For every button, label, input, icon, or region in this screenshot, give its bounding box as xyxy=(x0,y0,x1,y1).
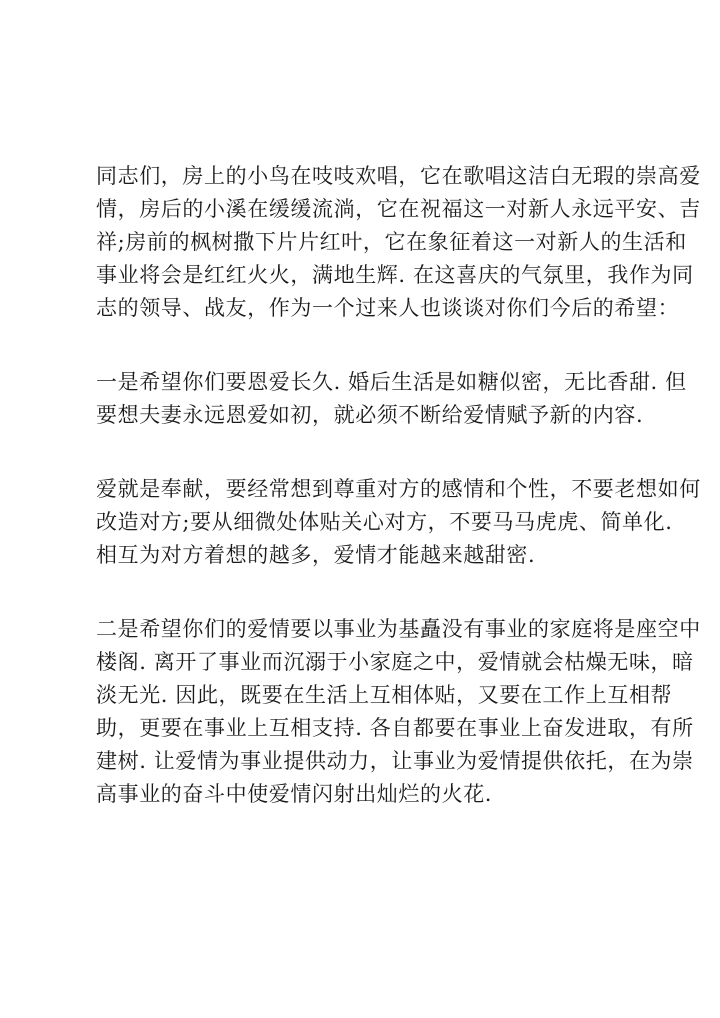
text-line: 楼阁. 离开了事业而沉溺于小家庭之中，爱情就会枯燥无味，暗 xyxy=(96,650,694,674)
document-page xyxy=(96,160,701,852)
text-line: 建树. 让爱情为事业提供动力，让事业为爱情提供依托，在为崇 xyxy=(96,749,694,773)
text-line: 同志们，房上的小鸟在吱吱欢唱，它在歌唱这洁白无瑕的崇高爱 xyxy=(96,164,701,188)
text-line: 爱就是奉献，要经常想到尊重对方的感情和个性，不要老想如何 xyxy=(96,477,701,501)
paragraph-4 xyxy=(96,613,701,811)
text-line: 改造对方;要从细微处体贴关心对方，不要马马虎虎、简单化. xyxy=(96,510,673,534)
text-line: 事业将会是红红火火，满地生辉. 在这喜庆的气氛里，我作为同 xyxy=(96,263,694,287)
text-line: 相互为对方着想的越多，爱情才能越来越甜密. xyxy=(96,543,536,567)
text-line: 一是希望你们要恩爱长久. 婚后生活是如糖似密，无比香甜. 但 xyxy=(96,370,687,394)
paragraph-3 xyxy=(96,473,701,572)
text-line: 志的领导、战友，作为一个过来人也谈谈对你们今后的希望： xyxy=(96,296,680,320)
text-line: 高事业的奋斗中使爱情闪射出灿烂的火花. xyxy=(96,782,493,806)
text-line: 淡无光. 因此，既要在生活上互相体贴，又要在工作上互相帮 xyxy=(96,683,673,707)
paragraph-1 xyxy=(96,160,701,325)
text-line: 祥;房前的枫树撒下片片红叶，它在象征着这一对新人的生活和 xyxy=(96,230,687,254)
text-line: 情，房后的小溪在缓缓流淌，它在祝福这一对新人永远平安、吉 xyxy=(96,197,701,221)
paragraph-2 xyxy=(96,366,687,432)
text-line: 助，更要在事业上互相支持. 各自都要在事业上奋发进取，有所 xyxy=(96,716,694,740)
text-line: 二是希望你们的爱情要以事业为基矗没有事业的家庭将是座空中 xyxy=(96,617,701,641)
text-line: 要想夫妻永远恩爱如初，就必须不断给爱情赋予新的内容. xyxy=(96,403,644,427)
